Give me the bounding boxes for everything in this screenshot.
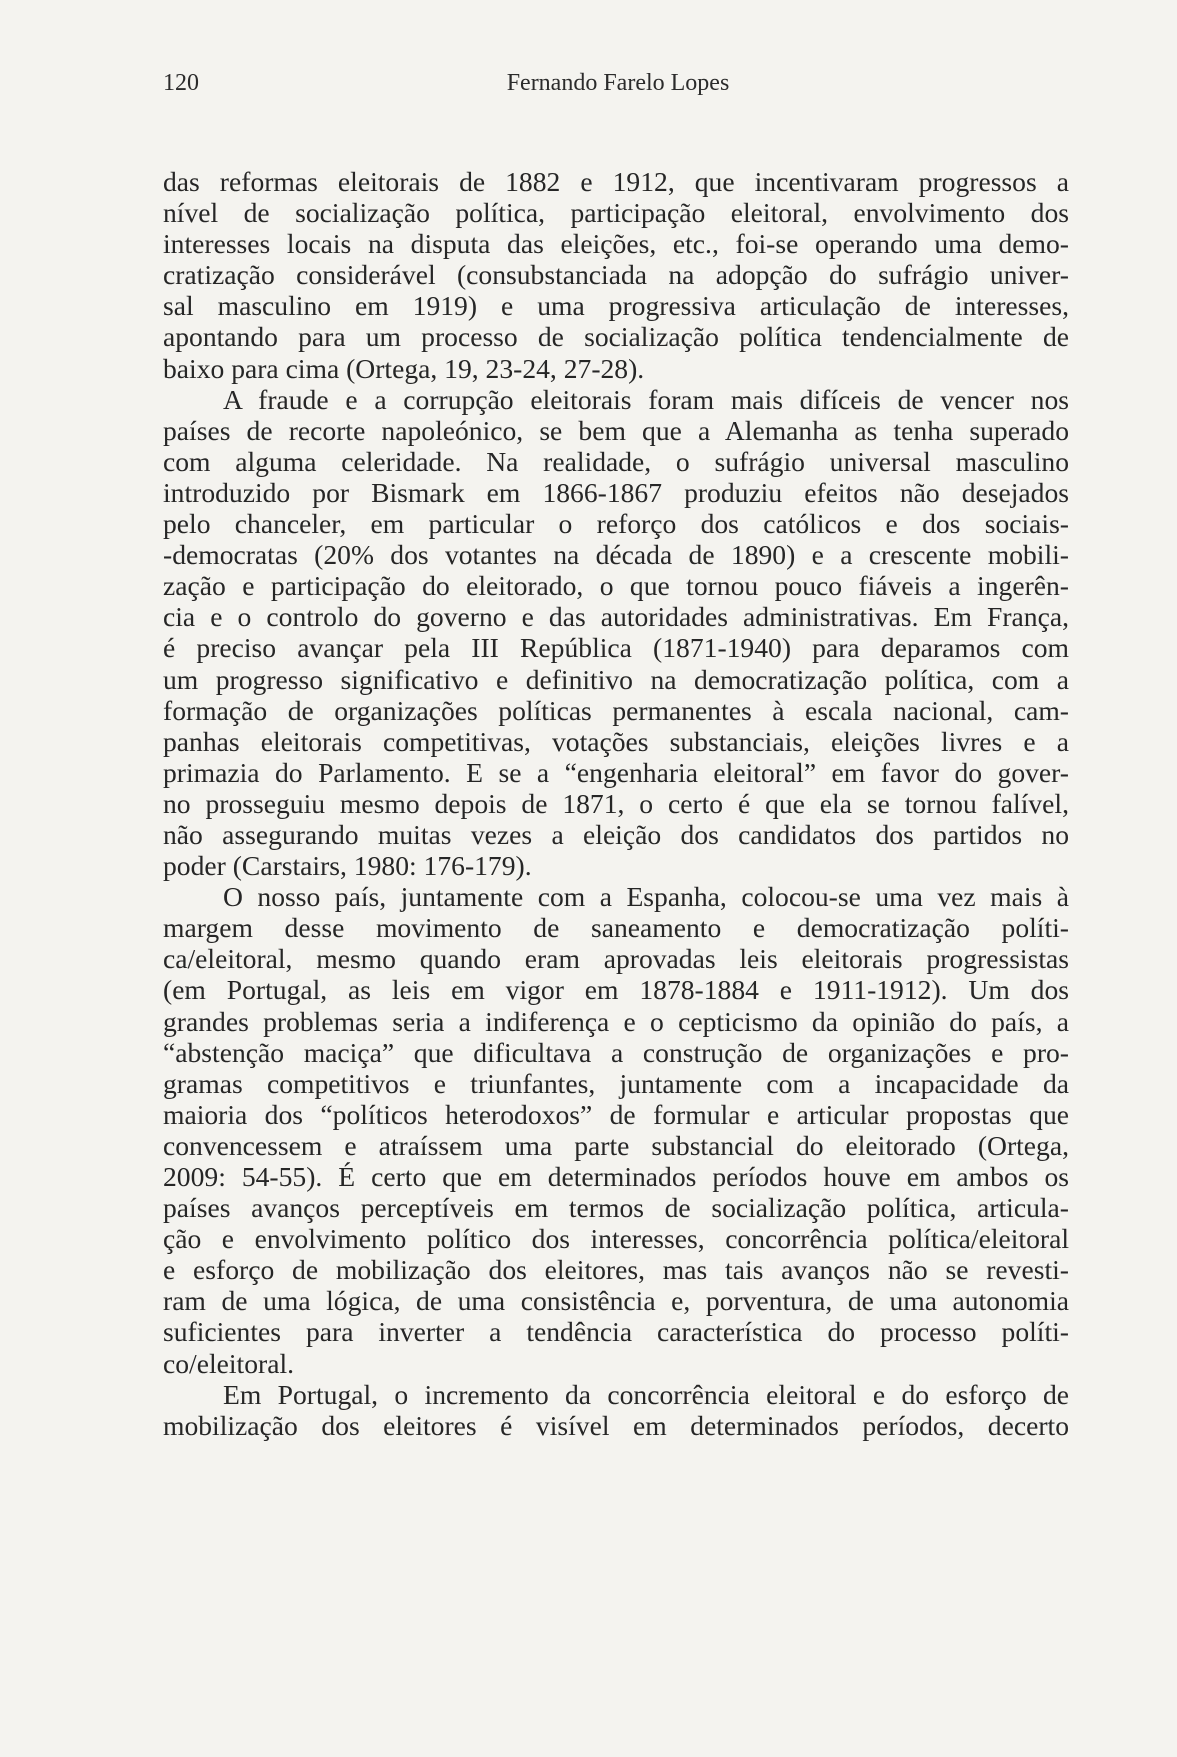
paragraph-4 [163,1379,1069,1441]
text-line: não assegurando muitas vezes a eleição dos candidatos dos partidos no [163,818,1069,850]
text-line: (em Portugal, as leis em vigor em 1878-1884 e 1911-1912). Um dos [163,974,1069,1006]
text-line: das reformas eleitorais de 1882 e 1912, que incentivaram progressos a [163,166,1069,197]
text-line: poder (Carstairs, 1980: 176-179). [163,850,532,882]
text-line: um progresso significativo e definitivo na democratização política, com a [163,663,1069,695]
page-number: 120 [163,70,199,96]
text-line: margem desse movimento de saneamento e democratização políti- [163,912,1069,944]
text-line: Em Portugal, o incremento da concorrência eleitoral e do esforço de [223,1378,1069,1410]
text-line: suficientes para inverter a tendência característica do processo políti- [163,1316,1069,1348]
text-line: gramas competitivos e triunfantes, juntamente com a incapacidade da [163,1067,1069,1099]
text-line: “abstenção maciça” que dificultava a construção de organizações e pro- [163,1036,1069,1068]
text-line: cia e o controlo do governo e das autoridades administrativas. Em França, [163,601,1069,633]
text-line: ção e envolvimento político dos interesses, concorrência política/eleitoral [163,1223,1069,1255]
text-line: nível de socialização política, participação eleitoral, envolvimento dos [163,197,1069,229]
text-line: panhas eleitorais competitivas, votações substanciais, eleições livres e a [163,725,1069,757]
text-line: é preciso avançar pela III República (1871-1940) para deparamos com [163,632,1069,664]
text-line: mobilização dos eleitores é visível em determinados períodos, decerto [163,1409,1069,1441]
text-line: no prosseguiu mesmo depois de 1871, o certo é que ela se tornou falível, [163,787,1069,819]
text-line: O nosso país, juntamente com a Espanha, colocou-se uma vez mais à [223,881,1069,913]
body-text [163,166,1069,1441]
text-line: ca/eleitoral, mesmo quando eram aprovadas leis eleitorais progressistas [163,943,1069,975]
text-line: grandes problemas seria a indiferença e o cepticismo da opinião do país, a [163,1005,1069,1037]
text-line: maioria dos “políticos heterodoxos” de formular e articular propostas que [163,1098,1069,1130]
text-line: interesses locais na disputa das eleições, etc., foi-se operando uma demo- [163,228,1069,260]
paragraph-3 [163,881,1069,1379]
text-line: primazia do Parlamento. E se a “engenharia eleitoral” em favor do gover- [163,756,1069,788]
text-line: introduzido por Bismark em 1866-1867 produziu efeitos não desejados [163,476,1069,508]
running-title: Fernando Farelo Lopes [506,70,730,96]
paragraph-2 [163,384,1069,882]
text-line: ram de uma lógica, de uma consistência e, porventura, de uma autonomia [163,1285,1069,1317]
text-line: formação de organizações políticas permanentes à escala nacional, cam- [163,694,1069,726]
text-line: convencessem e atraíssem uma parte substancial do eleitorado (Ortega, [163,1129,1069,1161]
text-line: 2009: 54-55). É certo que em determinados períodos houve em ambos os [163,1161,1069,1192]
text-line: países avanços perceptíveis em termos de socialização política, articula- [163,1192,1069,1224]
text-line: A fraude e a corrupção eleitorais foram mais difíceis de vencer nos [223,383,1069,415]
text-line: zação e participação do eleitorado, o que tornou pouco fiáveis a ingerên- [163,570,1069,602]
text-line: apontando para um processo de socialização política tendencialmente de [163,321,1069,353]
text-line: sal masculino em 1919) e uma progressiva articulação de interesses, [163,290,1069,322]
text-line: pelo chanceler, em particular o reforço dos católicos e dos sociais- [163,508,1069,540]
text-line: países de recorte napoleónico, se bem que a Alemanha as tenha superado [163,414,1069,446]
text-line: co/eleitoral. [163,1347,295,1379]
text-line: baixo para cima (Ortega, 19, 23-24, 27-28). [163,352,645,384]
text-line: e esforço de mobilização dos eleitores, mas tais avanços não se revesti- [163,1254,1069,1286]
text-line: com alguma celeridade. Na realidade, o sufrágio universal masculino [163,445,1069,477]
text-line: -democratas (20% dos votantes na década de 1890) e a crescente mobili- [163,539,1069,571]
text-line: cratização considerável (consubstanciada na adopção do sufrágio univer- [163,259,1069,291]
running-head [163,70,1073,110]
paragraph-1 [163,166,1069,384]
